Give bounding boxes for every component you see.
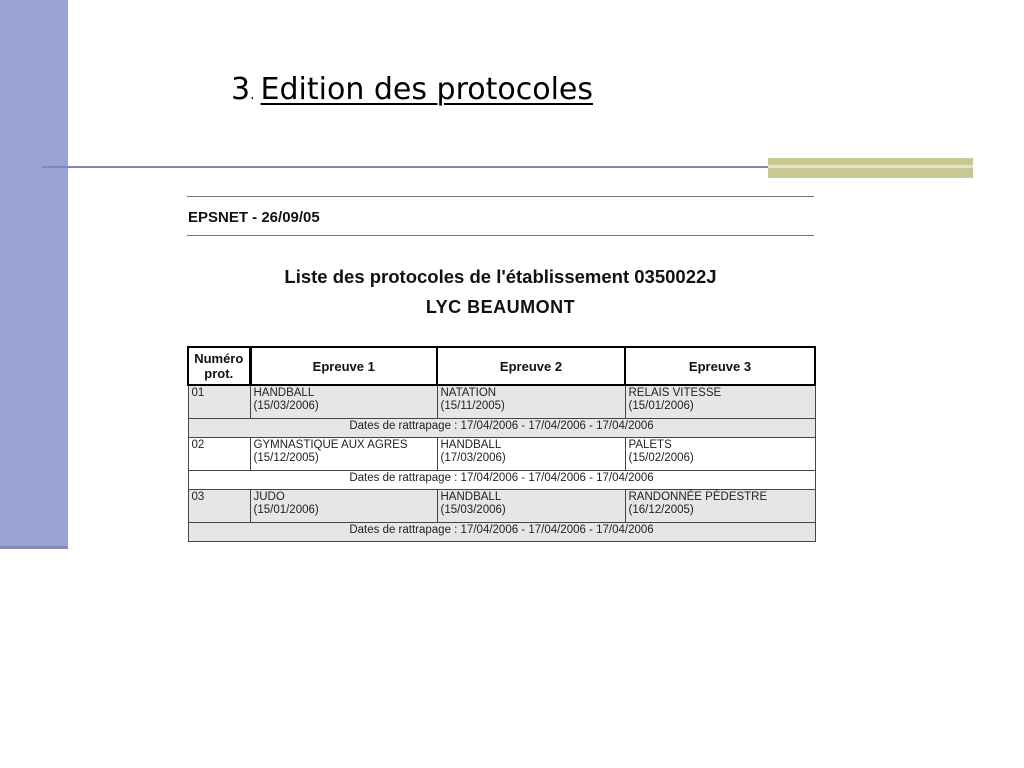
- event-date: (15/01/2006): [628, 400, 694, 412]
- slide-title: [231, 72, 593, 107]
- document-subtitle: LYC BEAUMONT: [425, 297, 576, 317]
- epreuve1-cell: [250, 490, 437, 523]
- document-header: EPSNET - 26/09/05: [188, 209, 320, 226]
- event-date: (16/12/2005): [628, 504, 694, 516]
- column-header-numero: [188, 347, 250, 385]
- epreuve3-cell: [625, 385, 815, 419]
- column-header-epreuve3: Epreuve 3: [625, 347, 815, 385]
- document-header-rule: [187, 235, 814, 236]
- table-row: [188, 385, 815, 419]
- rattrapage-row: [188, 471, 815, 490]
- event-name: RELAIS VITESSE: [628, 387, 722, 399]
- protocol-number: 03: [188, 490, 250, 523]
- column-header-epreuve1: Epreuve 1: [250, 347, 437, 385]
- document-title: Liste des protocoles de l'établissement 0350022J: [284, 266, 717, 287]
- protocol-number: 01: [188, 385, 250, 419]
- event-name: HANDBALL: [253, 387, 315, 399]
- event-name: HANDBALL: [440, 491, 502, 503]
- column-header-epreuve2: Epreuve 2: [437, 347, 625, 385]
- event-date: (15/01/2006): [253, 504, 319, 516]
- epreuve3-cell: [625, 438, 815, 471]
- slide-number: 3: [231, 72, 251, 107]
- event-date: (15/02/2006): [628, 452, 694, 464]
- title-divider-accent: [768, 158, 973, 178]
- epreuve3-cell: [625, 490, 815, 523]
- event-date: (15/03/2006): [440, 504, 506, 516]
- column-header-numero-line2: prot.: [204, 366, 234, 381]
- rattrapage-row: [188, 523, 815, 542]
- event-date: (15/03/2006): [253, 400, 319, 412]
- event-name: NATATION: [440, 387, 497, 399]
- event-name: PALETS: [628, 439, 672, 451]
- epreuve2-cell: [437, 438, 625, 471]
- title-divider-line: [42, 166, 772, 168]
- epreuve1-cell: [250, 438, 437, 471]
- epreuve1-cell: [250, 385, 437, 419]
- table-header-row: [188, 347, 815, 385]
- slide-number-dot: .: [250, 87, 255, 103]
- rattrapage-row: [188, 419, 815, 438]
- table-row: [188, 438, 815, 471]
- event-date: (17/03/2006): [440, 452, 506, 464]
- document-scan: [187, 196, 814, 542]
- rattrapage-dates: Dates de rattrapage : 17/04/2006 - 17/04/2006 - 17/04/2006: [188, 471, 815, 490]
- sidebar-decoration: [0, 0, 68, 549]
- event-date: (15/12/2005): [253, 452, 319, 464]
- event-date: (15/11/2005): [440, 400, 505, 412]
- rattrapage-dates: Dates de rattrapage : 17/04/2006 - 17/04/2006 - 17/04/2006: [188, 523, 815, 542]
- epreuve2-cell: [437, 385, 625, 419]
- event-name: GYMNASTIQUE AUX AGRES: [253, 439, 408, 451]
- table-row: [188, 490, 815, 523]
- event-name: HANDBALL: [440, 439, 502, 451]
- epreuve2-cell: [437, 490, 625, 523]
- event-name: JUDO: [253, 491, 285, 503]
- slide-title-text: Edition des protocoles: [260, 72, 594, 107]
- protocol-number: 02: [188, 438, 250, 471]
- event-name: RANDONNÉE PÉDESTRE: [628, 491, 768, 503]
- rattrapage-dates: Dates de rattrapage : 17/04/2006 - 17/04/2006 - 17/04/2006: [188, 419, 815, 438]
- protocols-table: [187, 346, 816, 542]
- column-header-numero-line1: Numéro: [194, 351, 244, 366]
